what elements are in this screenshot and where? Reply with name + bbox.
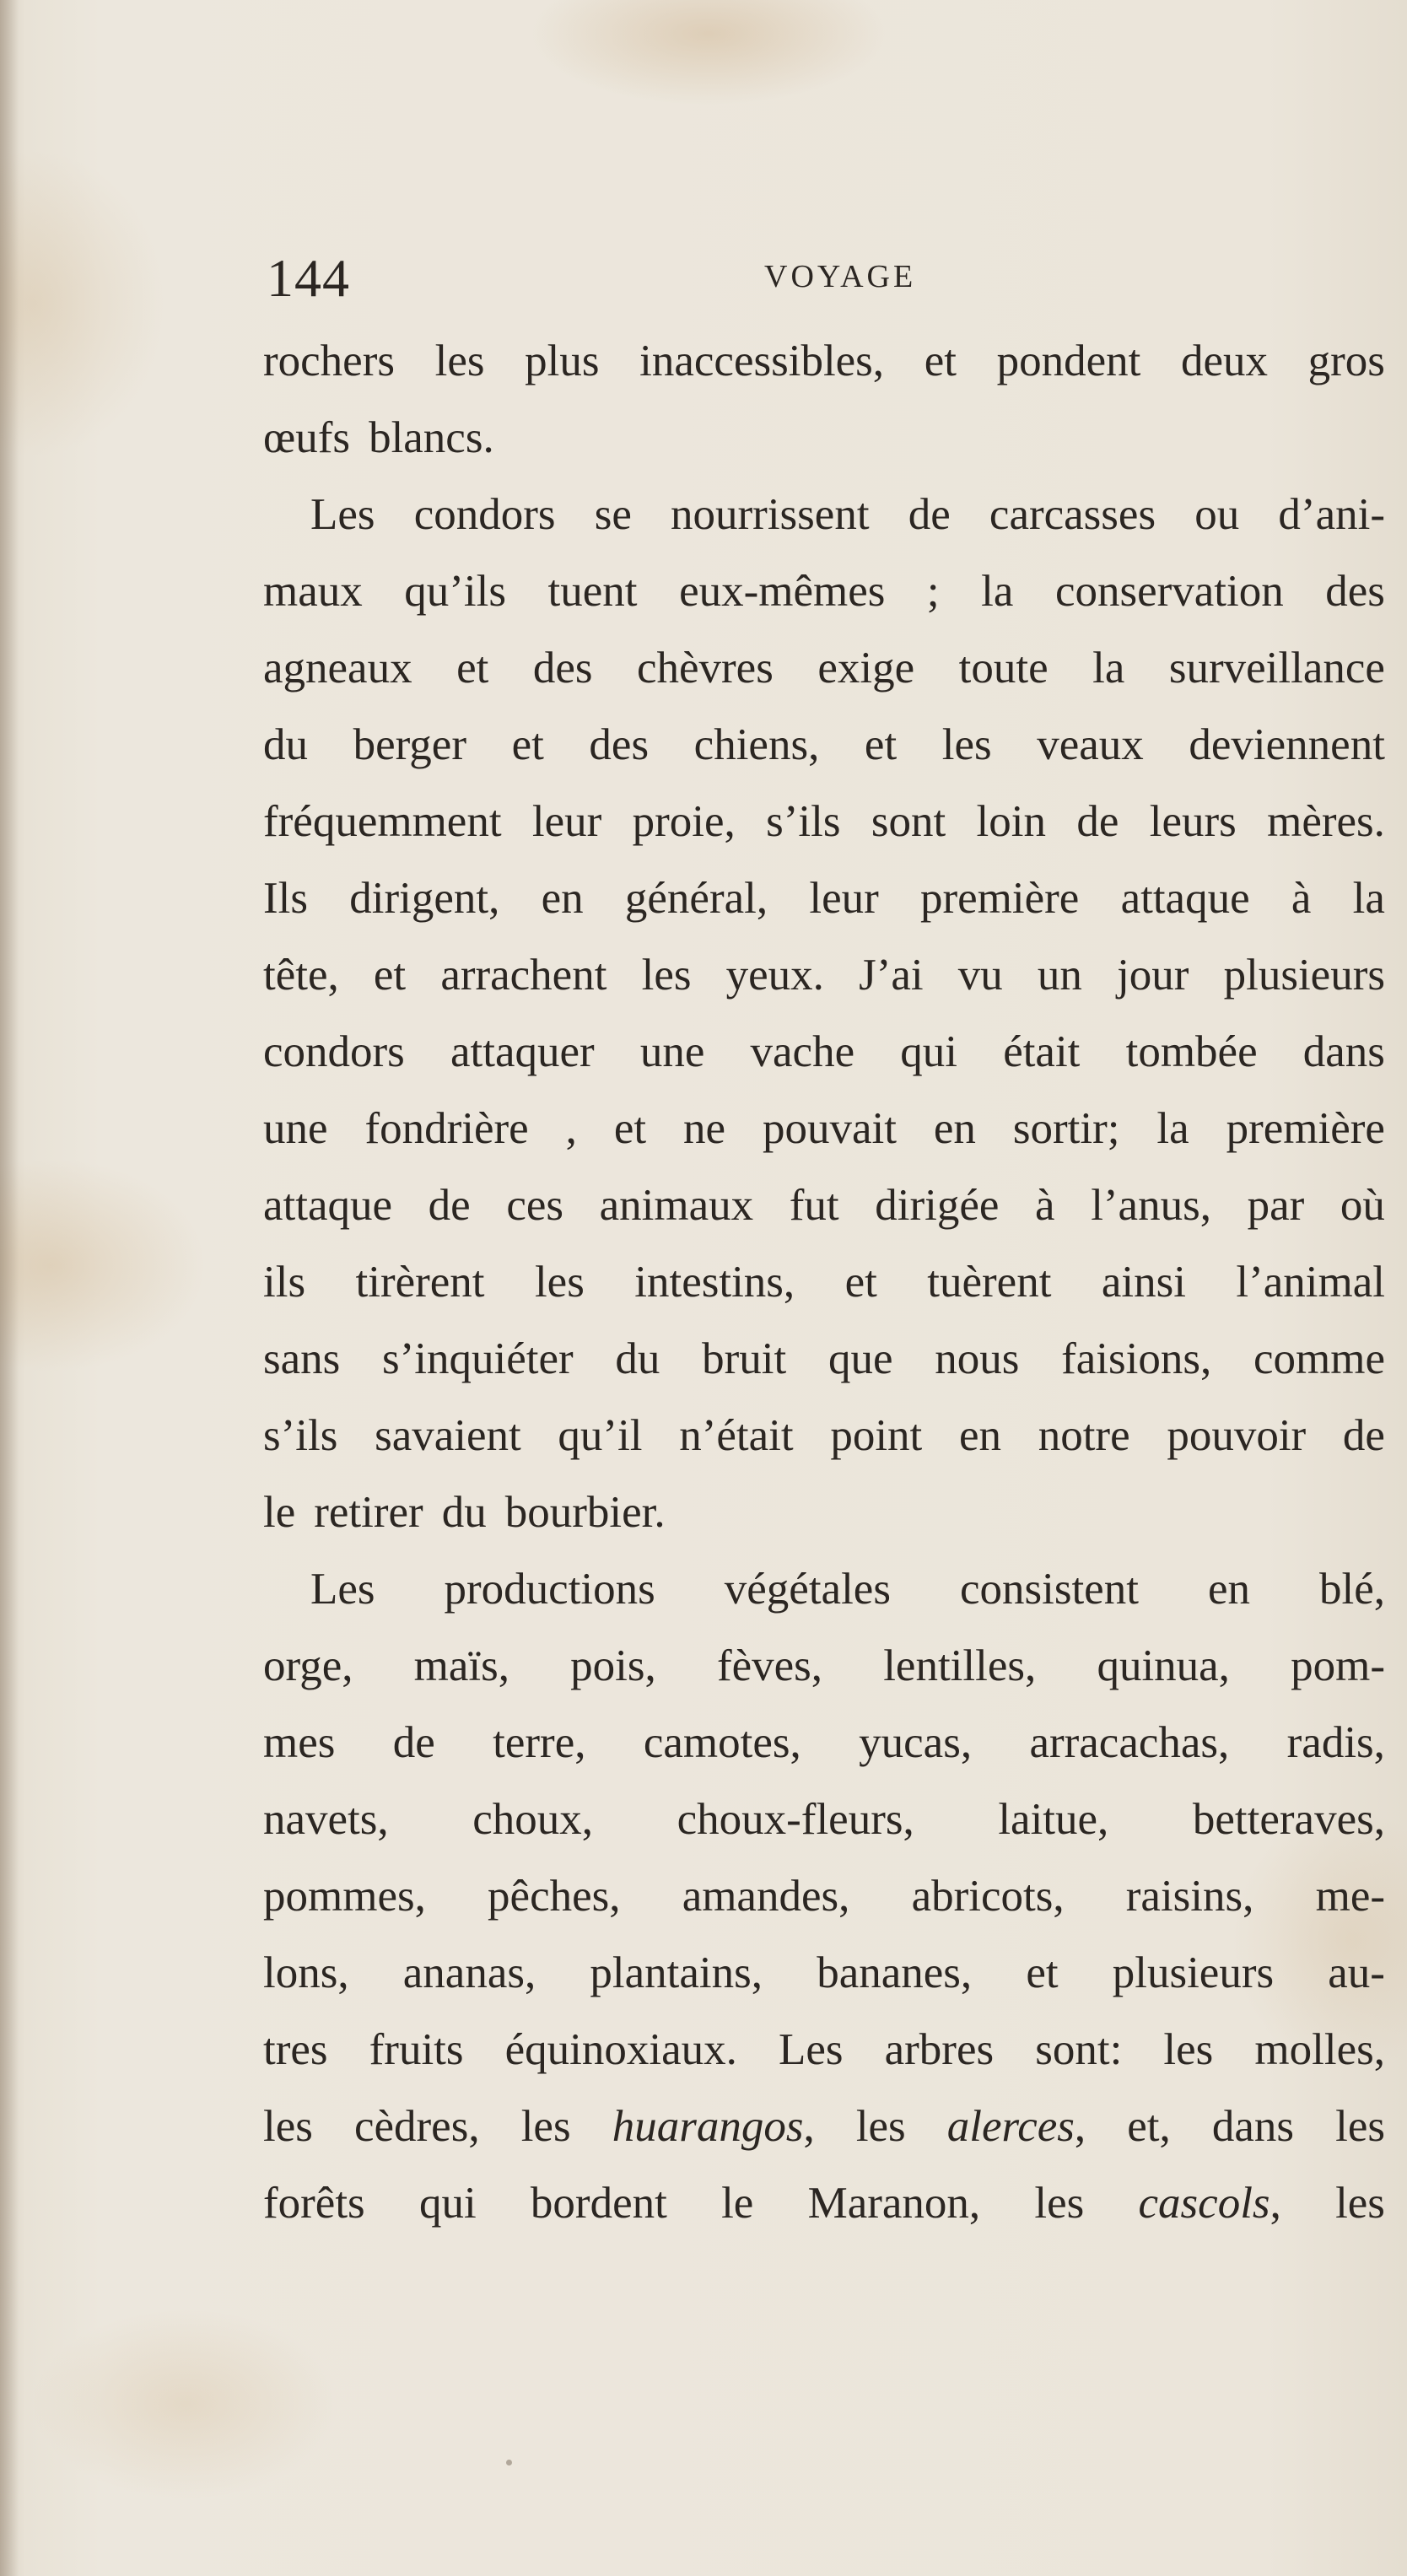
word: des: [589, 720, 650, 769]
text-line: [263, 860, 1385, 937]
text-line: [263, 1551, 1385, 1628]
word: de: [428, 1181, 471, 1230]
word: orge,: [263, 1641, 353, 1690]
text-line: [263, 1167, 1385, 1244]
text-line: [263, 2012, 1385, 2088]
word: maïs,: [413, 1641, 509, 1690]
word: berger: [353, 720, 466, 769]
page-header: [267, 245, 1346, 312]
word: les: [641, 951, 692, 1000]
word: les: [855, 2102, 906, 2151]
word: pouvoir: [1167, 1411, 1307, 1460]
word: betteraves,: [1192, 1795, 1385, 1844]
text-line: [263, 1781, 1385, 1858]
word: vu: [957, 951, 1003, 1000]
word: du: [263, 720, 308, 769]
word: ils: [263, 1258, 306, 1307]
word: attaque: [1120, 874, 1250, 923]
word: s’inquiéter: [382, 1334, 574, 1383]
text-line: [263, 1244, 1385, 1321]
word: amandes,: [682, 1872, 850, 1921]
word: laitue,: [998, 1795, 1109, 1844]
word: veaux: [1037, 720, 1144, 769]
page-speck: [506, 2460, 512, 2466]
word: pois,: [570, 1641, 656, 1690]
word: la: [1156, 1104, 1189, 1153]
word: fut: [789, 1181, 839, 1230]
word: blé,: [1318, 1565, 1385, 1614]
word: raisins,: [1125, 1872, 1254, 1921]
word: bruit: [702, 1334, 787, 1383]
word: Les: [310, 1565, 375, 1614]
word: les: [1163, 2025, 1214, 2074]
word: des: [532, 644, 593, 693]
word: sans: [263, 1334, 341, 1383]
text-line: [263, 1398, 1385, 1474]
word: fondrière: [364, 1104, 529, 1153]
word: le: [721, 2179, 754, 2228]
word: quinua,: [1097, 1641, 1230, 1690]
word: et: [1026, 1948, 1059, 1997]
text-line: [263, 937, 1385, 1014]
word: œufs: [263, 413, 351, 462]
text-line: [263, 1858, 1385, 1935]
word: fèves,: [716, 1641, 823, 1690]
word: rochers: [263, 337, 395, 385]
word: d’ani-: [1278, 490, 1385, 539]
text-line: [263, 2165, 1385, 2242]
word: faisions,: [1061, 1334, 1212, 1383]
word: eux-mêmes: [679, 567, 886, 616]
word: condors: [413, 490, 556, 539]
word: ne: [683, 1104, 726, 1153]
word: agneaux: [263, 644, 412, 693]
word: abricots,: [911, 1872, 1065, 1921]
word: les: [1335, 2102, 1385, 2151]
word: sont: [871, 797, 946, 846]
word: qui: [900, 1027, 958, 1076]
word: la: [1092, 644, 1125, 693]
word: tête,: [263, 951, 339, 1000]
word: dirigent,: [349, 874, 500, 923]
word: deux: [1180, 337, 1269, 385]
text-line: [263, 630, 1385, 707]
word: première: [920, 874, 1080, 923]
word: molles,: [1254, 2025, 1385, 2074]
word: dans: [1211, 2102, 1295, 2151]
word: leurs: [1149, 797, 1237, 846]
word: plusieurs: [1112, 1948, 1275, 1997]
word: et: [511, 720, 544, 769]
word: par: [1247, 1181, 1305, 1230]
word: en: [541, 874, 584, 923]
word: arbres: [884, 2025, 995, 2074]
word: yeux.: [725, 951, 824, 1000]
word: condors: [263, 1027, 405, 1076]
binding-gutter: [0, 0, 19, 2576]
word: comme: [1253, 1334, 1385, 1383]
word: leur: [809, 874, 879, 923]
word: et: [924, 337, 957, 385]
word: les: [534, 1258, 585, 1307]
word: choux,: [472, 1795, 594, 1844]
word: Les: [310, 490, 375, 539]
word: la: [981, 567, 1014, 616]
word: qui: [418, 2179, 477, 2228]
word: Maranon,: [807, 2179, 981, 2228]
word: alerces,: [946, 2102, 1086, 2151]
word: du: [615, 1334, 660, 1383]
word: attaque: [263, 1181, 393, 1230]
word: ainsi: [1101, 1258, 1186, 1307]
word: du: [441, 1488, 487, 1537]
running-head: VOYAGE: [764, 259, 917, 294]
word: qu’ils: [404, 567, 507, 616]
text-line: [263, 784, 1385, 860]
word: retirer: [314, 1488, 423, 1537]
word: les: [941, 720, 992, 769]
word: cèdres,: [353, 2102, 480, 2151]
word: et: [456, 644, 489, 693]
word: pouvait: [762, 1104, 897, 1153]
word: ou: [1194, 490, 1240, 539]
word: conservation: [1054, 567, 1284, 616]
word: les: [520, 2102, 571, 2151]
word: les: [434, 337, 485, 385]
word: plantains,: [590, 1948, 763, 1997]
text-line: [263, 400, 1385, 477]
word: général,: [624, 874, 768, 923]
word: plusieurs: [1223, 951, 1385, 1000]
word: leur: [531, 797, 602, 846]
text-line: [263, 1628, 1385, 1705]
word: exige: [817, 644, 915, 693]
word: mères.: [1267, 797, 1385, 846]
text-line: [263, 707, 1385, 784]
text-line: [263, 323, 1385, 400]
word: animaux: [599, 1181, 754, 1230]
word: bourbier.: [504, 1488, 666, 1537]
word: yucas,: [859, 1718, 973, 1767]
word: était: [1003, 1027, 1081, 1076]
text-line: [263, 1474, 1385, 1551]
word: camotes,: [643, 1718, 801, 1767]
word: les: [1335, 2179, 1385, 2228]
word: et,: [1127, 2102, 1171, 2151]
word: un: [1037, 951, 1082, 1000]
text-line: [263, 2088, 1385, 2165]
body-text: [263, 323, 1385, 2242]
word: navets,: [263, 1795, 389, 1844]
word: nous: [935, 1334, 1020, 1383]
word: Ils: [263, 874, 308, 923]
word: et: [864, 720, 898, 769]
word: savaient: [375, 1411, 521, 1460]
word: l’anus,: [1091, 1181, 1211, 1230]
word: carcasses: [989, 490, 1156, 539]
word: bananes,: [817, 1948, 973, 1997]
word: ,: [565, 1104, 577, 1153]
word: en: [958, 1411, 1001, 1460]
word: tuèrent: [927, 1258, 1052, 1307]
text-line: [263, 1705, 1385, 1781]
word: notre: [1038, 1411, 1130, 1460]
word: ces: [506, 1181, 563, 1230]
word: et: [613, 1104, 647, 1153]
word: dirigée: [875, 1181, 1000, 1230]
word: les: [263, 2102, 313, 2151]
word: une: [263, 1104, 328, 1153]
word: une: [639, 1027, 705, 1076]
word: loin: [976, 797, 1046, 846]
word: qu’il: [558, 1411, 643, 1460]
word: tuent: [547, 567, 638, 616]
word: tres: [263, 2025, 328, 2074]
word: de: [1342, 1411, 1385, 1460]
word: des: [1325, 567, 1385, 616]
word: que: [827, 1334, 893, 1383]
word: et: [844, 1258, 877, 1307]
word: chèvres: [636, 644, 774, 693]
word: fréquemment: [263, 797, 502, 846]
word: deviennent: [1189, 720, 1385, 769]
word: inaccessibles,: [639, 337, 885, 385]
word: ;: [926, 567, 940, 616]
word: J’ai: [859, 951, 924, 1000]
word: proie,: [632, 797, 736, 846]
word: le: [263, 1488, 296, 1537]
word: plus: [525, 337, 600, 385]
word: tombée: [1125, 1027, 1258, 1076]
text-line: [263, 1935, 1385, 2012]
word: végétales: [724, 1565, 891, 1614]
word: et: [373, 951, 407, 1000]
word: à: [1291, 874, 1312, 923]
word: consistent: [959, 1565, 1139, 1614]
word: s’ils: [263, 1411, 338, 1460]
word: surveillance: [1168, 644, 1385, 693]
word: de: [392, 1718, 435, 1767]
word: en: [1207, 1565, 1250, 1614]
text-line: [263, 1014, 1385, 1091]
word: arrachent: [440, 951, 607, 1000]
word: terre,: [493, 1718, 586, 1767]
word: en: [933, 1104, 976, 1153]
word: productions: [444, 1565, 655, 1614]
word: s’ils: [766, 797, 841, 846]
word: huarangos,: [612, 2102, 815, 2151]
word: point: [830, 1411, 923, 1460]
word: l’animal: [1236, 1258, 1385, 1307]
word: me-: [1315, 1872, 1385, 1921]
page-number: 144: [267, 248, 350, 308]
word: pom-: [1291, 1641, 1385, 1690]
word: sortir;: [1012, 1104, 1120, 1153]
word: forêts: [263, 2179, 365, 2228]
word: jour: [1117, 951, 1189, 1000]
word: nourrissent: [671, 490, 870, 539]
word: ananas,: [402, 1948, 536, 1997]
word: cascols,: [1138, 2179, 1281, 2228]
word: intestins,: [634, 1258, 795, 1307]
word: de: [908, 490, 951, 539]
word: vache: [750, 1027, 855, 1076]
word: au-: [1328, 1948, 1385, 1997]
word: pommes,: [263, 1872, 426, 1921]
word: où: [1340, 1181, 1385, 1230]
word: attaquer: [450, 1027, 595, 1076]
word: mes: [263, 1718, 336, 1767]
text-line: [263, 1321, 1385, 1398]
word: les: [1034, 2179, 1085, 2228]
word: blancs.: [369, 413, 494, 462]
word: sont:: [1035, 2025, 1123, 2074]
word: bordent: [530, 2179, 667, 2228]
word: la: [1352, 874, 1385, 923]
word: Les: [778, 2025, 844, 2074]
word: toute: [958, 644, 1049, 693]
word: n’était: [679, 1411, 794, 1460]
word: radis,: [1286, 1718, 1385, 1767]
word: arracachas,: [1029, 1718, 1230, 1767]
word: première: [1226, 1104, 1385, 1153]
word: choux-fleurs,: [677, 1795, 914, 1844]
word: gros: [1307, 337, 1385, 385]
word: maux: [263, 567, 363, 616]
word: de: [1076, 797, 1119, 846]
word: se: [594, 490, 632, 539]
word: dans: [1302, 1027, 1385, 1076]
word: chiens,: [693, 720, 820, 769]
word: fruits: [369, 2025, 464, 2074]
text-line: [263, 477, 1385, 553]
word: pêches,: [488, 1872, 621, 1921]
text-line: [263, 1091, 1385, 1167]
word: équinoxiaux.: [504, 2025, 737, 2074]
word: pondent: [996, 337, 1141, 385]
word: à: [1035, 1181, 1055, 1230]
word: lons,: [263, 1948, 349, 1997]
word: lentilles,: [883, 1641, 1037, 1690]
word: tirèrent: [355, 1258, 485, 1307]
text-line: [263, 553, 1385, 630]
